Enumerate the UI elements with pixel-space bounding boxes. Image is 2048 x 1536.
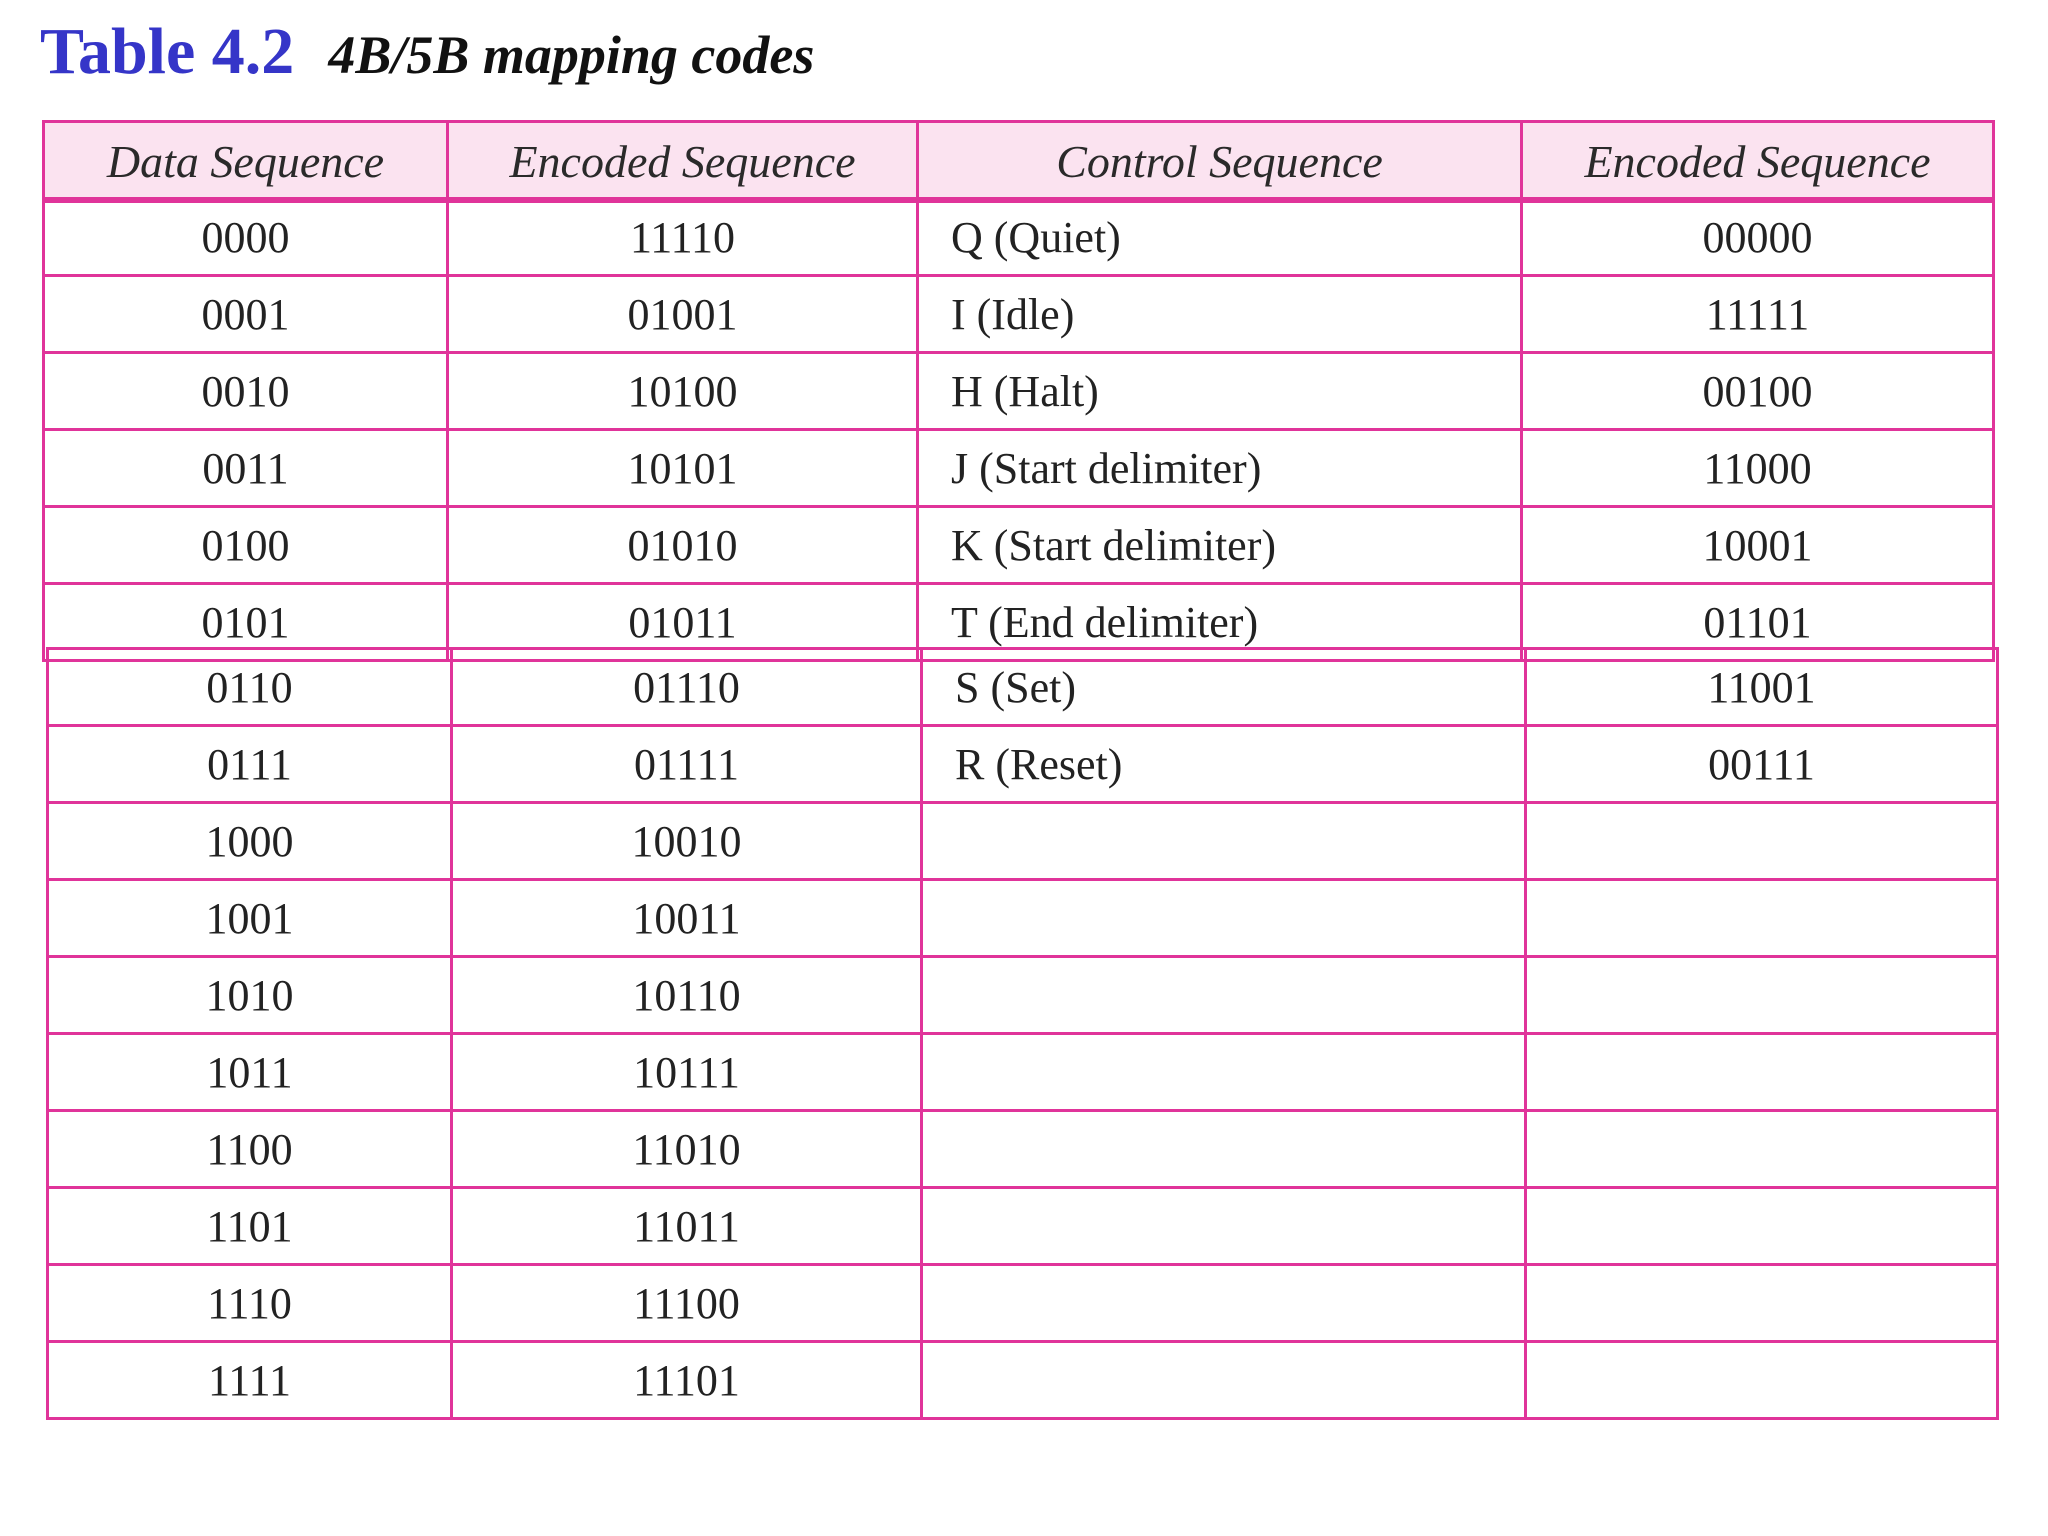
cell-control-sequence: T (End delimiter) <box>916 582 1523 662</box>
cell-data-sequence: 0011 <box>42 428 449 508</box>
cell-data-sequence: 0100 <box>42 505 449 585</box>
header-encoded-sequence: Encoded Sequence <box>446 120 919 203</box>
cell-encoded-sequence: 01010 <box>446 505 919 585</box>
cell-encoded-sequence: 01111 <box>450 724 923 804</box>
table-caption: 4B/5B mapping codes <box>328 25 815 85</box>
cell-control-sequence <box>920 801 1527 881</box>
cell-control-sequence <box>920 1263 1527 1343</box>
cell-control-encoded-sequence <box>1524 955 1999 1035</box>
cell-control-sequence: K (Start delimiter) <box>916 505 1523 585</box>
cell-encoded-sequence: 10110 <box>450 955 923 1035</box>
cell-control-sequence <box>920 955 1527 1035</box>
cell-control-sequence: J (Start delimiter) <box>916 428 1523 508</box>
cell-control-encoded-sequence <box>1524 1186 1999 1266</box>
cell-control-encoded-sequence <box>1524 1109 1999 1189</box>
cell-encoded-sequence: 11100 <box>450 1263 923 1343</box>
cell-data-sequence: 1001 <box>46 878 453 958</box>
cell-control-encoded-sequence: 11111 <box>1520 274 1995 354</box>
header-control-sequence: Control Sequence <box>916 120 1523 203</box>
cell-control-encoded-sequence: 00111 <box>1524 724 1999 804</box>
cell-control-sequence <box>920 1109 1527 1189</box>
cell-data-sequence: 1111 <box>46 1340 453 1420</box>
cell-control-encoded-sequence: 10001 <box>1520 505 1995 585</box>
cell-data-sequence: 1110 <box>46 1263 453 1343</box>
cell-encoded-sequence: 11101 <box>450 1340 923 1420</box>
cell-data-sequence: 0010 <box>42 351 449 431</box>
cell-data-sequence: 0110 <box>46 647 453 727</box>
cell-data-sequence: 0101 <box>42 582 449 662</box>
cell-encoded-sequence: 11011 <box>450 1186 923 1266</box>
cell-encoded-sequence: 10010 <box>450 801 923 881</box>
cell-control-encoded-sequence <box>1524 1032 1999 1112</box>
cell-control-sequence <box>920 1186 1527 1266</box>
cell-encoded-sequence: 01011 <box>446 582 919 662</box>
cell-control-sequence: R (Reset) <box>920 724 1527 804</box>
cell-control-sequence: Q (Quiet) <box>916 197 1523 277</box>
cell-encoded-sequence: 11110 <box>446 197 919 277</box>
cell-data-sequence: 0111 <box>46 724 453 804</box>
table-number: Table 4.2 <box>40 15 295 88</box>
cell-control-sequence <box>920 1032 1527 1112</box>
cell-control-encoded-sequence: 11000 <box>1520 428 1995 508</box>
cell-data-sequence: 1011 <box>46 1032 453 1112</box>
cell-data-sequence: 1101 <box>46 1186 453 1266</box>
cell-control-encoded-sequence <box>1524 1263 1999 1343</box>
cell-data-sequence: 1000 <box>46 801 453 881</box>
cell-control-encoded-sequence: 00000 <box>1520 197 1995 277</box>
cell-control-encoded-sequence <box>1524 878 1999 958</box>
cell-data-sequence: 1100 <box>46 1109 453 1189</box>
cell-control-encoded-sequence: 01101 <box>1520 582 1995 662</box>
cell-control-sequence: S (Set) <box>920 647 1527 727</box>
cell-data-sequence: 1010 <box>46 955 453 1035</box>
cell-control-sequence <box>920 878 1527 958</box>
cell-control-sequence: H (Halt) <box>916 351 1523 431</box>
cell-encoded-sequence: 10100 <box>446 351 919 431</box>
cell-encoded-sequence: 11010 <box>450 1109 923 1189</box>
cell-data-sequence: 0000 <box>42 197 449 277</box>
cell-encoded-sequence: 10111 <box>450 1032 923 1112</box>
header-data-sequence: Data Sequence <box>42 120 449 203</box>
cell-control-sequence <box>920 1340 1527 1420</box>
cell-encoded-sequence: 01110 <box>450 647 923 727</box>
cell-control-encoded-sequence: 00100 <box>1520 351 1995 431</box>
cell-encoded-sequence: 10011 <box>450 878 923 958</box>
cell-control-encoded-sequence <box>1524 801 1999 881</box>
cell-control-sequence: I (Idle) <box>916 274 1523 354</box>
cell-control-encoded-sequence: 11001 <box>1524 647 1999 727</box>
cell-control-encoded-sequence <box>1524 1340 1999 1420</box>
cell-encoded-sequence: 01001 <box>446 274 919 354</box>
header-control-encoded-sequence: Encoded Sequence <box>1520 120 1995 203</box>
cell-encoded-sequence: 10101 <box>446 428 919 508</box>
cell-data-sequence: 0001 <box>42 274 449 354</box>
